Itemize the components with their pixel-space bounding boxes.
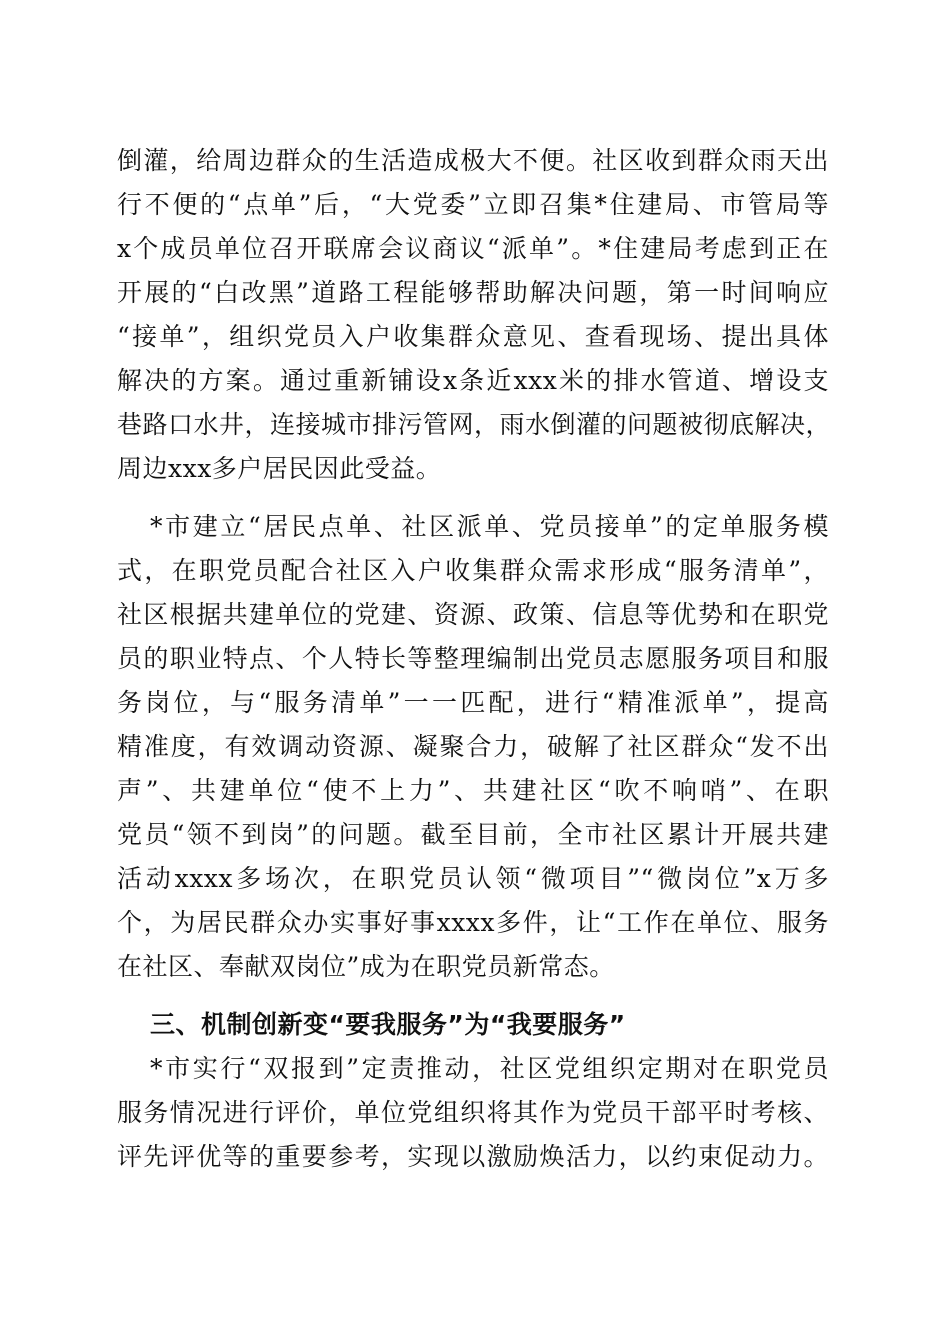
- text-line: 服务情况进行评价，单位党组织将其作为党员干部平时考核、: [117, 1098, 829, 1127]
- text-line: 巷路口水井，连接城市排污管网，雨水倒灌的问题被彻底解决，: [117, 410, 832, 439]
- text-line: *市实行“双报到”定责推动，社区党组织定期对在职党员: [150, 1054, 829, 1083]
- text-line: 周边xxx多户居民因此受益。: [117, 454, 442, 483]
- text-line: 式，在职党员配合社区入户收集群众需求形成“服务清单”，: [117, 556, 829, 585]
- text-line: 开展的“白改黑”道路工程能够帮助解决问题，第一时间响应: [117, 278, 829, 307]
- text-line: 精准度，有效调动资源、凝聚合力，破解了社区群众“发不出: [117, 732, 829, 761]
- text-line: 社区根据共建单位的党建、资源、政策、信息等优势和在职党: [117, 600, 829, 629]
- text-line: *市建立“居民点单、社区派单、党员接单”的定单服务模: [150, 512, 829, 541]
- text-line: 党员“领不到岗”的问题。截至目前，全市社区累计开展共建: [117, 820, 829, 849]
- text-line: 声”、共建单位“使不上力”、共建社区“吹不响哨”、在职: [117, 776, 829, 805]
- text-line: 务岗位，与“服务清单”一一匹配，进行“精准派单”，提高: [117, 688, 829, 717]
- text-line: 活动xxxx多场次，在职党员认领“微项目”“微岗位”x万多: [117, 864, 829, 893]
- text-line: 个，为居民群众办实事好事xxxx多件，让“工作在单位、服务: [117, 908, 829, 937]
- text-line: 在社区、奉献双岗位”成为在职党员新常态。: [117, 952, 615, 981]
- text-line: 员的职业特点、个人特长等整理编制出党员志愿服务项目和服: [117, 644, 829, 673]
- text-line: 解决的方案。通过重新铺设x条近xxx米的排水管道、增设支: [117, 366, 829, 395]
- section-heading: 三、机制创新变“要我服务”为“我要服务”: [150, 1010, 626, 1039]
- text-line: 评先评优等的重要参考，实现以激励焕活力，以约束促动力。: [117, 1142, 829, 1171]
- text-line: 行不便的“点单”后，“大党委”立即召集*住建局、市管局等: [117, 190, 829, 219]
- text-line: x个成员单位召开联席会议商议“派单”。*住建局考虑到正在: [117, 234, 829, 263]
- text-line: “接单”，组织党员入户收集群众意见、查看现场、提出具体: [117, 322, 829, 351]
- text-line: 倒灌，给周边群众的生活造成极大不便。社区收到群众雨天出: [117, 146, 829, 175]
